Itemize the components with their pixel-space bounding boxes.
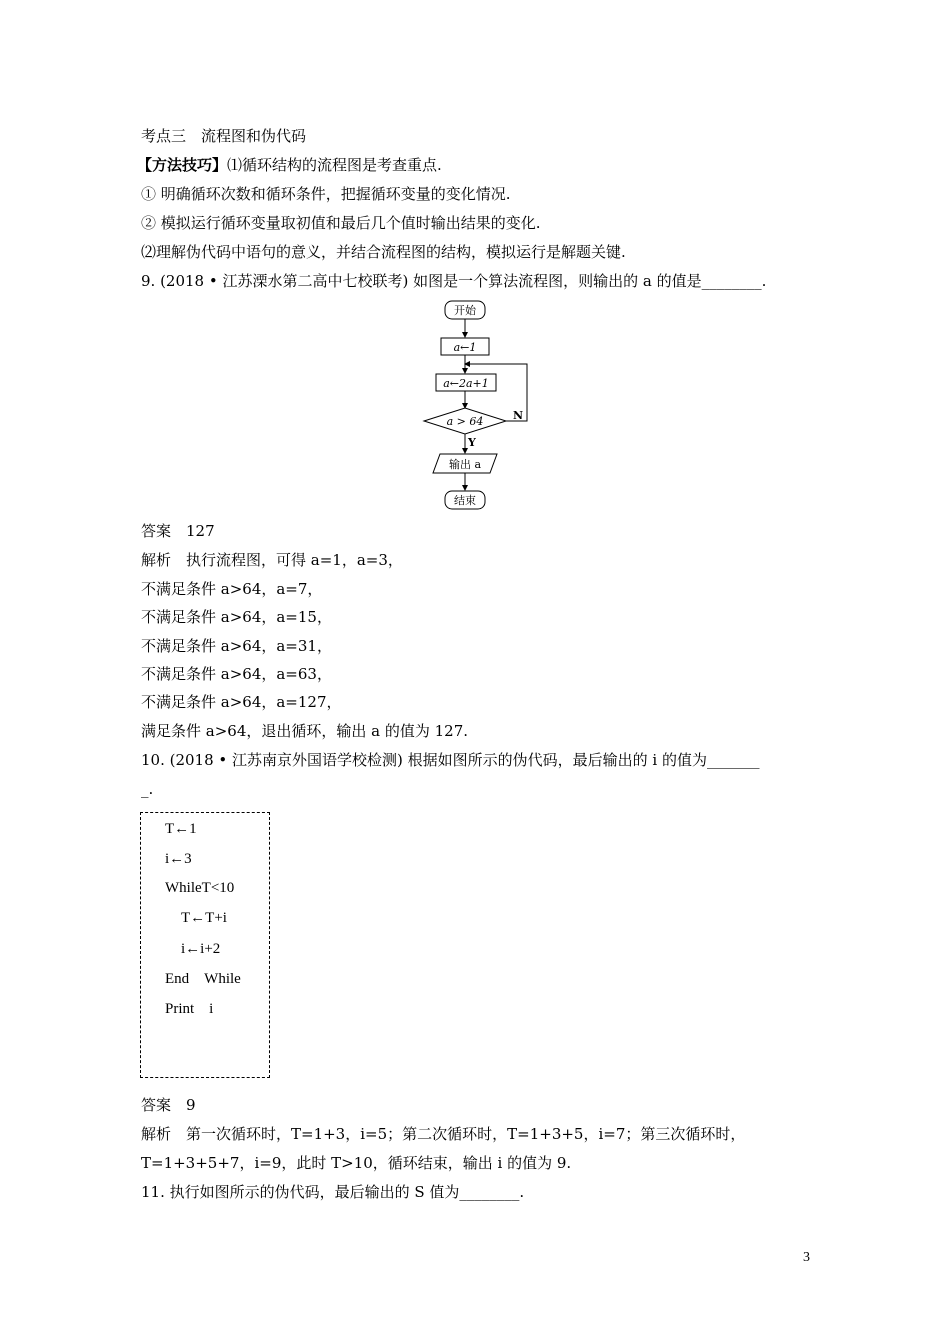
flow-init-label: a←1 — [453, 341, 477, 354]
code-line: End While — [165, 971, 241, 987]
tip-label: 【方法技巧】 — [137, 156, 228, 174]
analysis-10-line-1: 解析 第一次循环时，T=1+3，i=5；第二次循环时，T=1+3+5，i=7；第三次循环时， — [141, 1125, 746, 1143]
code-line: T←1 — [165, 821, 197, 837]
answer-10: 答案 9 — [141, 1096, 196, 1114]
question-10-cont: _. — [141, 780, 154, 798]
analysis-9-line: 不满足条件 a>64，a=15， — [141, 608, 332, 626]
analysis-9-line: 不满足条件 a>64，a=127， — [141, 693, 342, 711]
analysis-9-line: 不满足条件 a>64，a=63， — [141, 665, 332, 683]
code-line: i←3 — [165, 851, 192, 867]
analysis-9-line: 不满足条件 a>64，a=31， — [141, 637, 332, 655]
code-line: T←T+i — [181, 910, 227, 926]
question-9: 9. (2018 • 江苏溧水第二高中七校联考) 如图是一个算法流程图，则输出的 a 的值是________. — [141, 272, 767, 290]
flow-end-label: 结束 — [454, 494, 476, 507]
method-tip — [137, 155, 442, 175]
flow-yes-label: Y — [468, 436, 476, 449]
flowchart — [420, 298, 540, 513]
analysis-10-line-2: T=1+3+5+7，i=9，此时 T>10，循环结束，输出 i 的值为 9. — [141, 1154, 572, 1172]
analysis-9-line: 解析 执行流程图，可得 a=1，a=3， — [141, 551, 403, 569]
tip-line-2: ② 模拟运行循环变量取初值和最后几个值时输出结果的变化. — [141, 214, 541, 232]
code-line: i←i+2 — [181, 941, 221, 957]
analysis-9-line: 不满足条件 a>64，a=7， — [141, 580, 323, 598]
answer-9: 答案 127 — [141, 522, 215, 540]
analysis-9-line: 满足条件 a>64，退出循环，输出 a 的值为 127. — [141, 722, 469, 740]
tip-line-1: ① 明确循环次数和循环条件，把握循环变量的变化情况. — [141, 185, 511, 203]
pseudocode-box — [140, 812, 270, 1078]
flow-output-label: 输出 a — [448, 458, 482, 471]
code-line: Print i — [165, 1001, 214, 1017]
flow-update-label: a←2a+1 — [443, 377, 489, 390]
page-number: 3 — [803, 1250, 810, 1265]
code-line: WhileT<10 — [165, 880, 235, 896]
question-11: 11. 执行如图所示的伪代码，最后输出的 S 值为________. — [141, 1183, 525, 1201]
flow-start-label: 开始 — [454, 304, 476, 317]
question-10: 10. (2018 • 江苏南京外国语学校检测) 根据如图所示的伪代码，最后输出的 i 的值为_______ — [141, 751, 760, 769]
section-title: 考点三 流程图和伪代码 — [141, 127, 307, 145]
tip-line-3: ⑵理解伪代码中语句的意义，并结合流程图的结构，模拟运行是解题关键. — [141, 243, 626, 261]
flow-decision-label: a > 64 — [446, 415, 484, 428]
flow-no-label: N — [513, 409, 524, 422]
tip-text: ⑴循环结构的流程图是考查重点. — [227, 156, 442, 174]
